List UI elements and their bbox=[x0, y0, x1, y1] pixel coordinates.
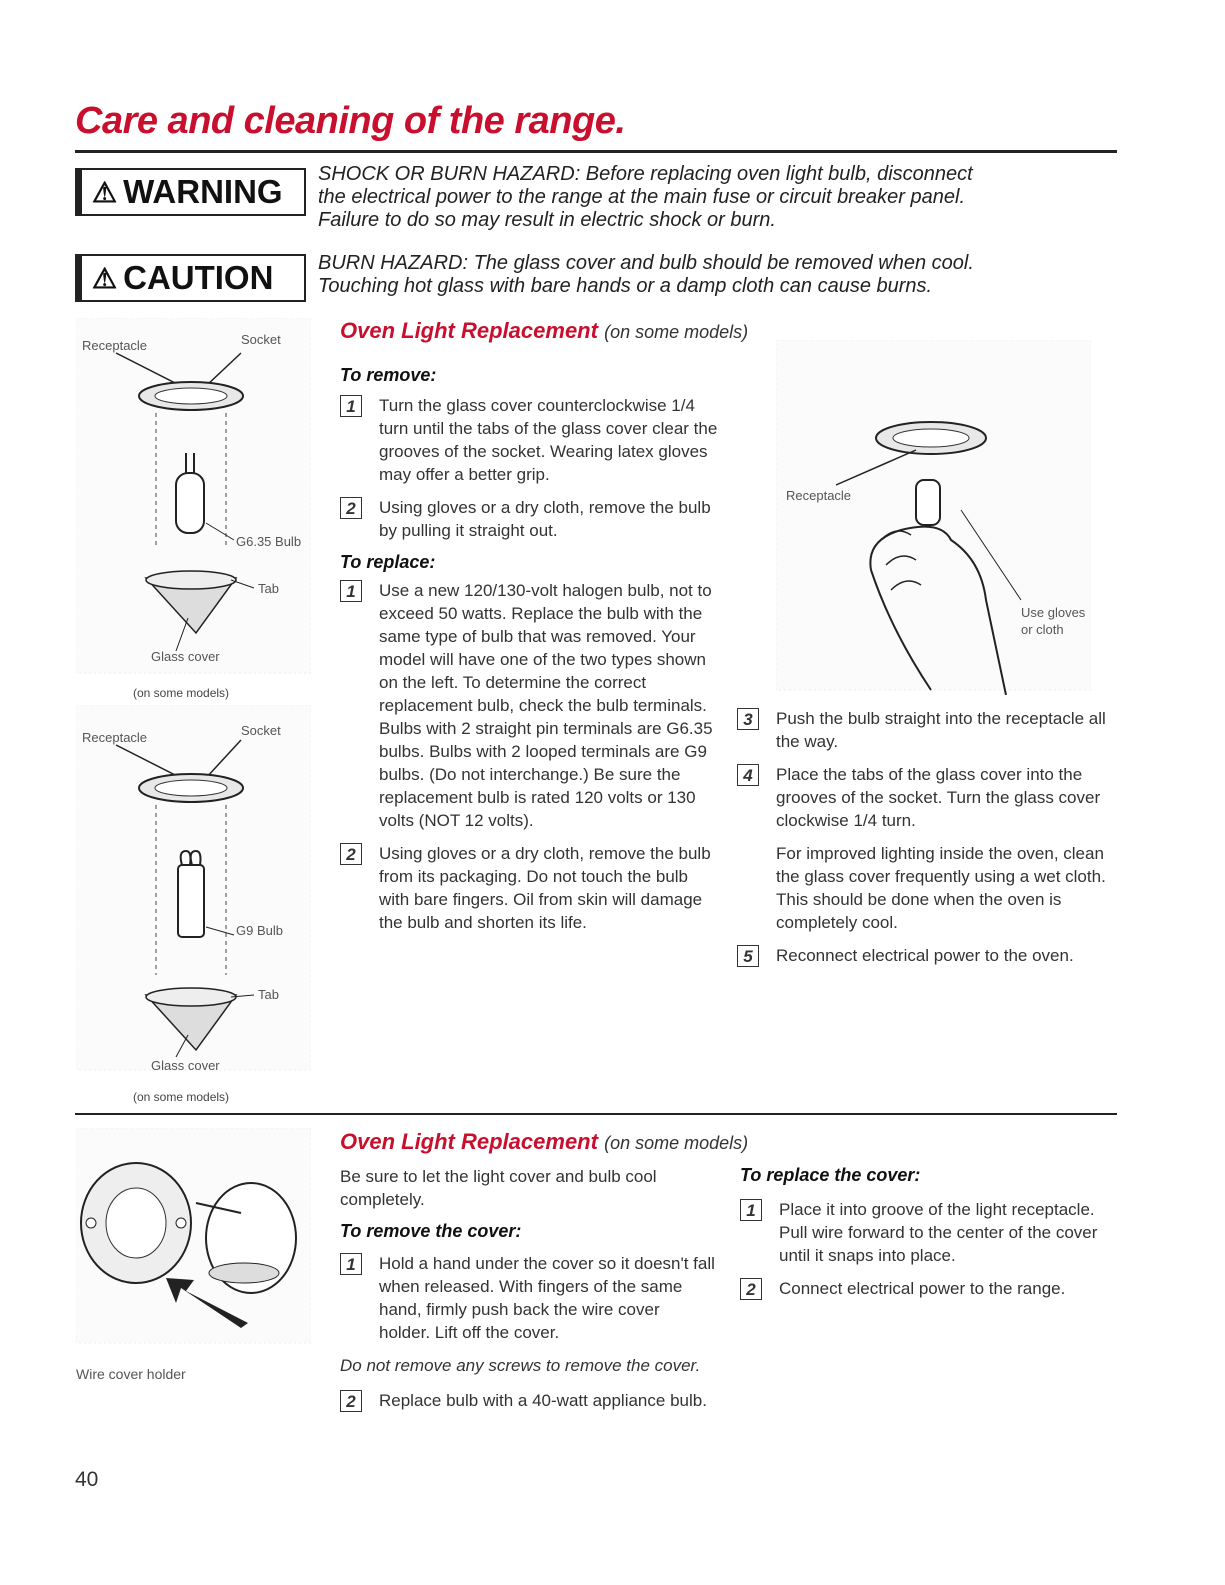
step-number: 5 bbox=[737, 945, 759, 967]
tab-label: Tab bbox=[258, 987, 279, 1002]
figure-wire-cover bbox=[76, 1128, 311, 1348]
warning-text: SHOCK OR BURN HAZARD: Before replacing oven light bulb, disconnect the electrical power to the range at the main fuse or circuit breaker panel. Failure to do so may result in electric shock or burn. bbox=[318, 163, 973, 231]
remove-step-1 bbox=[340, 394, 720, 486]
to-remove-heading: To remove: bbox=[340, 365, 437, 385]
replace-step-5 bbox=[737, 944, 1122, 967]
tab-label: Tab bbox=[258, 581, 279, 596]
receptacle-label: Receptacle bbox=[786, 488, 852, 503]
remove-step-2 bbox=[340, 496, 720, 542]
bulb-label: G6.35 Bulb bbox=[236, 534, 302, 549]
replace-step-4 bbox=[737, 763, 1122, 832]
step-text: Turn the glass cover counterclockwise 1/4 turn until the tabs of the glass cover clear the grooves of the socket. Wearing latex gloves may offer a better grip. bbox=[379, 396, 718, 484]
wire-cover-caption: Wire cover holder bbox=[76, 1366, 186, 1382]
title-rule bbox=[75, 150, 1117, 153]
section-heading bbox=[340, 318, 748, 344]
remove-cover-step-1 bbox=[340, 1252, 715, 1344]
figure-g9-bulb bbox=[76, 705, 311, 1075]
step-number: 1 bbox=[340, 580, 362, 602]
page-number: 40 bbox=[75, 1468, 99, 1491]
screws-note: Do not remove any screws to remove the cover. bbox=[340, 1356, 701, 1375]
caution-badge bbox=[75, 254, 306, 302]
step-number: 2 bbox=[340, 497, 362, 519]
cool-intro: Be sure to let the light cover and bulb cool completely. bbox=[340, 1167, 657, 1209]
lighting-note: For improved lighting inside the oven, clean the glass cover frequently using a wet cloth. This should be done when the oven is completely cool. bbox=[776, 844, 1106, 932]
figure-hand-bulb bbox=[776, 340, 1091, 695]
section-heading-text: Oven Light Replacement bbox=[340, 318, 598, 343]
step-number: 3 bbox=[737, 708, 759, 730]
glass-cover-label: Glass cover bbox=[151, 1058, 220, 1073]
replace-cover-step-2 bbox=[740, 1277, 1120, 1300]
replace-cover-step-1 bbox=[740, 1198, 1120, 1267]
g635-bulb-diagram bbox=[76, 318, 311, 678]
step-number: 1 bbox=[340, 395, 362, 417]
step-text: Place it into groove of the light receptacle. Pull wire forward to the center of the cover until it snaps into place. bbox=[779, 1200, 1098, 1265]
socket-label: Socket bbox=[241, 723, 281, 738]
replace-cover-column bbox=[740, 1165, 1120, 1300]
figure-caption: (on some models) bbox=[133, 686, 230, 700]
step-text: Push the bulb straight into the receptacle all the way. bbox=[776, 709, 1106, 751]
figure-g635-bulb bbox=[76, 318, 311, 678]
socket-label: Socket bbox=[241, 332, 281, 347]
caution-text: BURN HAZARD: The glass cover and bulb should be removed when cool. Touching hot glass with bare hands or a damp cloth can cause burns. bbox=[318, 252, 974, 297]
remove-cover-heading: To remove the cover: bbox=[340, 1221, 522, 1241]
step-number: 2 bbox=[340, 843, 362, 865]
install-steps-column bbox=[737, 707, 1122, 967]
step-text: Using gloves or a dry cloth, remove the bulb by pulling it straight out. bbox=[379, 498, 711, 540]
replace-cover-heading: To replace the cover: bbox=[740, 1165, 921, 1185]
step-number: 4 bbox=[737, 764, 759, 786]
step-text: Reconnect electrical power to the oven. bbox=[776, 946, 1074, 965]
to-replace-heading: To replace: bbox=[340, 552, 436, 572]
step-text: Replace bulb with a 40-watt appliance bulb. bbox=[379, 1391, 707, 1410]
remove-cover-column bbox=[340, 1165, 715, 1412]
step-number: 1 bbox=[340, 1253, 362, 1275]
step-text: Place the tabs of the glass cover into the grooves of the socket. Turn the glass cover clockwise 1/4 turn. bbox=[776, 765, 1101, 830]
section-heading-sub: (on some models) bbox=[604, 322, 749, 342]
g9-bulb-diagram bbox=[76, 705, 311, 1075]
section-heading bbox=[340, 1129, 748, 1155]
wire-cover-diagram bbox=[76, 1128, 311, 1348]
glass-cover-label: Glass cover bbox=[151, 649, 220, 664]
receptacle-label: Receptacle bbox=[82, 730, 148, 745]
step-text: Hold a hand under the cover so it doesn't fall when released. With fingers of the same hand, firmly push back the wire cover holder. Lift off the cover. bbox=[379, 1254, 715, 1342]
replace-step-3 bbox=[737, 707, 1122, 753]
caution-triangle-icon: ⚠ bbox=[92, 262, 118, 294]
step-number: 1 bbox=[740, 1199, 762, 1221]
step-text: Using gloves or a dry cloth, remove the bulb from its packaging. Do not touch the bulb with bare fingers. Oil from skin will damage the bulb and shorten its life. bbox=[379, 844, 711, 932]
step-text: Use a new 120/130-volt halogen bulb, not to exceed 50 watts. Replace the bulb with the same type of bulb that was removed. Your model will have one of the two types shown on the left. To determine the correct replacement bulb, check the bulb terminals. Bulbs with 2 straight pin terminals are G6.35 bulbs. Bulbs with 2 looped terminals are G9 bulbs. (Do not interchange.) Be sure the replacement bulb is rated 120 volts or 130 volts (NOT 12 volts). bbox=[379, 581, 713, 830]
page-title: Care and cleaning of the range. bbox=[75, 100, 626, 142]
warning-badge bbox=[75, 168, 306, 216]
section-heading-text: Oven Light Replacement bbox=[340, 1129, 598, 1154]
step-number: 2 bbox=[740, 1278, 762, 1300]
warning-label: WARNING bbox=[123, 173, 283, 210]
warning-triangle-icon: ⚠ bbox=[92, 176, 118, 208]
step-text: Connect electrical power to the range. bbox=[779, 1279, 1066, 1298]
step-number: 2 bbox=[340, 1390, 362, 1412]
section-heading-sub: (on some models) bbox=[604, 1133, 749, 1153]
replace-step-1 bbox=[340, 579, 720, 832]
bulb-label: G9 Bulb bbox=[236, 923, 283, 938]
replace-step-2 bbox=[340, 842, 720, 934]
figure-caption: (on some models) bbox=[133, 1090, 230, 1104]
gloves-label: Use gloves or cloth bbox=[1021, 605, 1086, 637]
receptacle-label: Receptacle bbox=[82, 338, 148, 353]
bulb-step-2 bbox=[340, 1389, 715, 1412]
remove-replace-column bbox=[340, 365, 720, 934]
section-divider bbox=[75, 1113, 1117, 1115]
caution-label: CAUTION bbox=[123, 259, 274, 296]
hand-bulb-diagram bbox=[776, 340, 1091, 695]
